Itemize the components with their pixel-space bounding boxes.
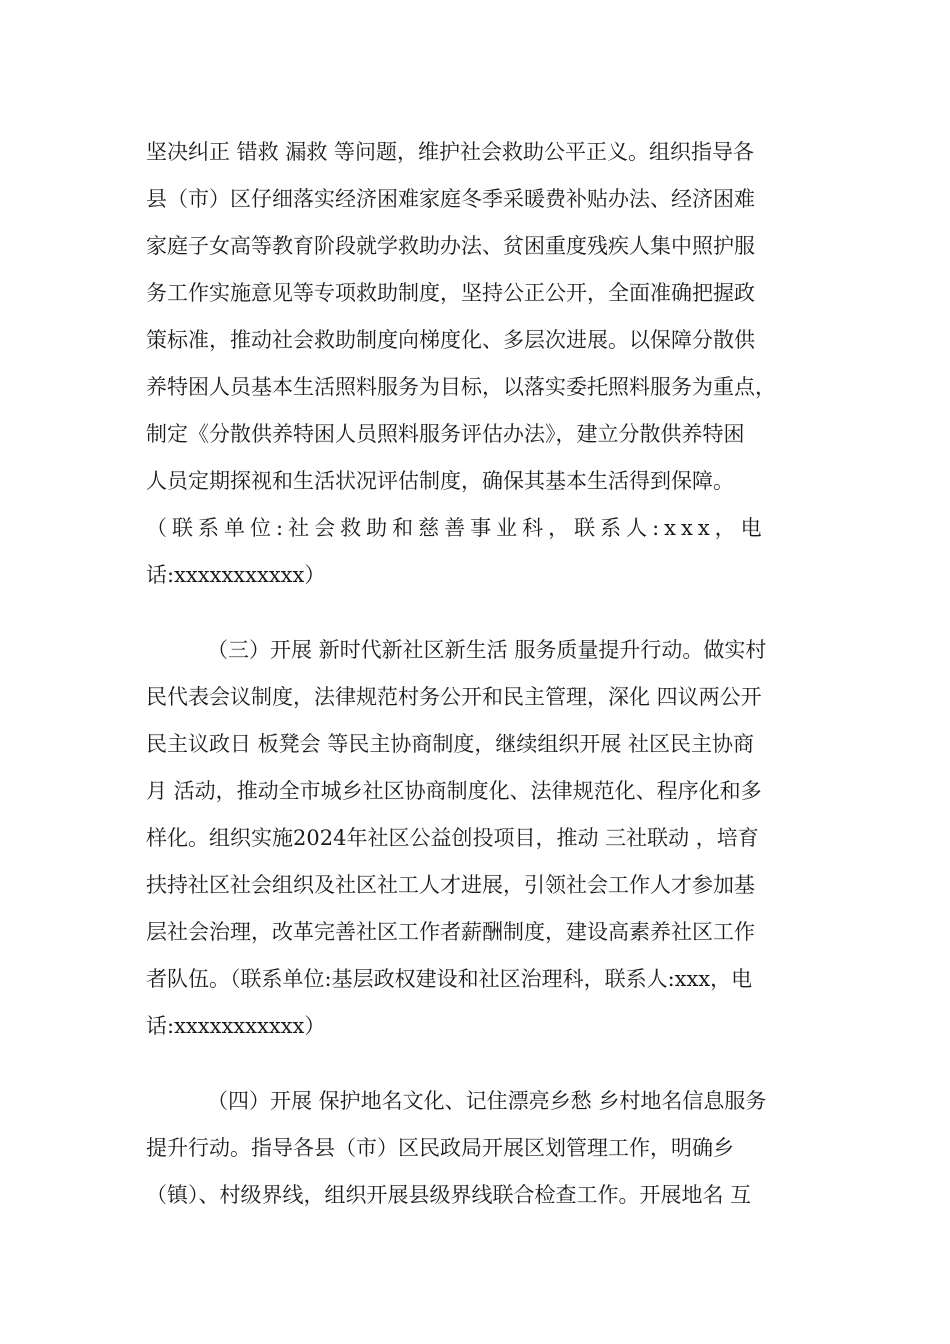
body-text-line: 务工作实施意见等专项救助制度，坚持公正公开，全面准确把握政 [146,281,755,305]
body-text-line: 民代表会议制度，法律规范村务公开和民主管理，深化 四议两公开 [146,685,762,709]
body-text-line: 提升行动。指导各县（市）区民政局开展区划管理工作，明确乡 [146,1136,734,1160]
body-text-line: 人员定期探视和生活状况评估制度，确保其基本生活得到保障。 [146,469,734,493]
section-four-heading-line: （四）开展 保护地名文化、记住漂亮乡愁 乡村地名信息服务 [207,1089,767,1113]
body-text-line: 样化。组织实施2024年社区公益创投项目，推动 三社联动 ，培育 [146,826,759,850]
body-text-line: 扶持社区社会组织及社区社工人才进展，引领社会工作人才参加基 [146,873,755,897]
body-text-line: （镇）、村级界线，组织开展县级界线联合检查工作。开展地名 互 [146,1183,752,1207]
body-text-line: 策标准，推动社会救助制度向梯度化、多层次进展。以保障分散供 [146,328,755,352]
contact-info-line: 者队伍。（联系单位:基层政权建设和社区治理科，联系人:xxx，电 [146,967,753,991]
section-three-heading-line: （三）开展 新时代新社区新生活 服务质量提升行动。做实村 [207,638,767,662]
body-text-line: 民主议政日 板凳会 等民主协商制度，继续组织开展 社区民主协商 [146,732,755,756]
body-text-line: 县（市）区仔细落实经济困难家庭冬季采暖费补贴办法、经济困难 [146,187,755,211]
body-text-line: 月 活动，推动全市城乡社区协商制度化、法律规范化、程序化和多 [146,779,762,803]
contact-phone-line: 话:xxxxxxxxxxx） [146,1014,326,1038]
contact-phone-line: 话:xxxxxxxxxxx） [146,563,326,587]
body-text-line: 制定《分散供养特困人员照料服务评估办法》，建立分散供养特困 [146,422,745,446]
contact-info-line: （联系单位:社会救助和慈善事业科，联系人:xxx，电 [146,516,767,540]
body-text-line: 坚决纠正 错救 漏救 等问题，维护社会救助公平正义。组织指导各 [146,140,755,164]
body-text-line: 养特困人员基本生活照料服务为目标，以落实委托照料服务为重点， [146,375,776,399]
body-text-line: 层社会治理，改革完善社区工作者薪酬制度，建设高素养社区工作 [146,920,755,944]
body-text-line: 家庭子女高等教育阶段就学救助办法、贫困重度残疾人集中照护服 [146,234,755,258]
